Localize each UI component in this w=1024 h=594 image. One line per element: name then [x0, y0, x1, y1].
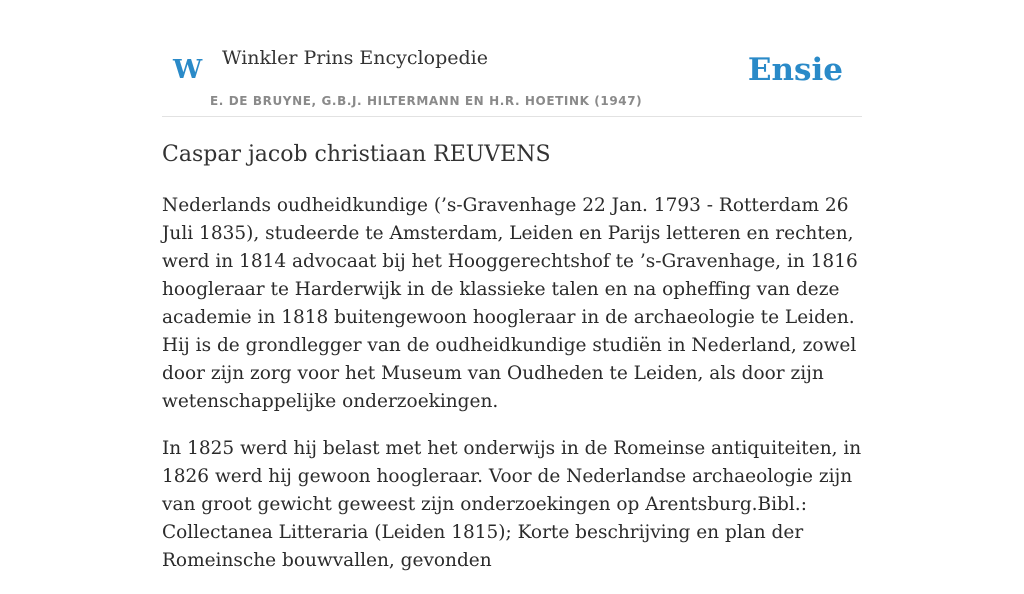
- source-authors: E. DE BRUYNE, G.B.J. HILTERMANN EN H.R. HOETINK (1947): [210, 94, 643, 108]
- encyclopedia-logo-icon[interactable]: W: [173, 55, 203, 85]
- article-title: Caspar jacob christiaan REUVENS: [162, 142, 551, 167]
- ensie-brand-logo[interactable]: Ensie: [747, 52, 843, 88]
- source-title[interactable]: Winkler Prins Encyclopedie: [222, 47, 488, 69]
- source-header: [162, 0, 862, 117]
- article-paragraph: In 1825 werd hij belast met het onderwijs in de Romeinse antiquiteiten, in 1826 werd hij gewoon hoogleraar. Voor de Nederlandse archaeologie zijn van groot gewicht geweest zijn onderzoekingen op Arentsburg.Bibl.: Collectanea Litteraria (Leiden 1815); Korte beschrijving en plan der Romeinsche bouwvallen, gevonden: [162, 438, 862, 571]
- article-paragraph: Nederlands oudheidkundige (’s-Gravenhage 22 Jan. 1793 - Rotterdam 26 Juli 1835), studeerde te Amsterdam, Leiden en Parijs letteren en rechten, werd in 1814 advocaat bij het Hooggerechtshof te ’s-Gravenhage, in 1816 hoogleraar te Harderwijk in de klassieke talen en na opheffing van deze academie in 1818 buitengewoon hoogleraar in de archaeologie te Leiden. Hij is de grondlegger van de oudheidkundige studiën in Nederland, zowel door zijn zorg voor het Museum van Oudheden te Leiden, als door zijn wetenschappelijke onderzoekingen.: [162, 195, 858, 412]
- article-body: [162, 192, 862, 594]
